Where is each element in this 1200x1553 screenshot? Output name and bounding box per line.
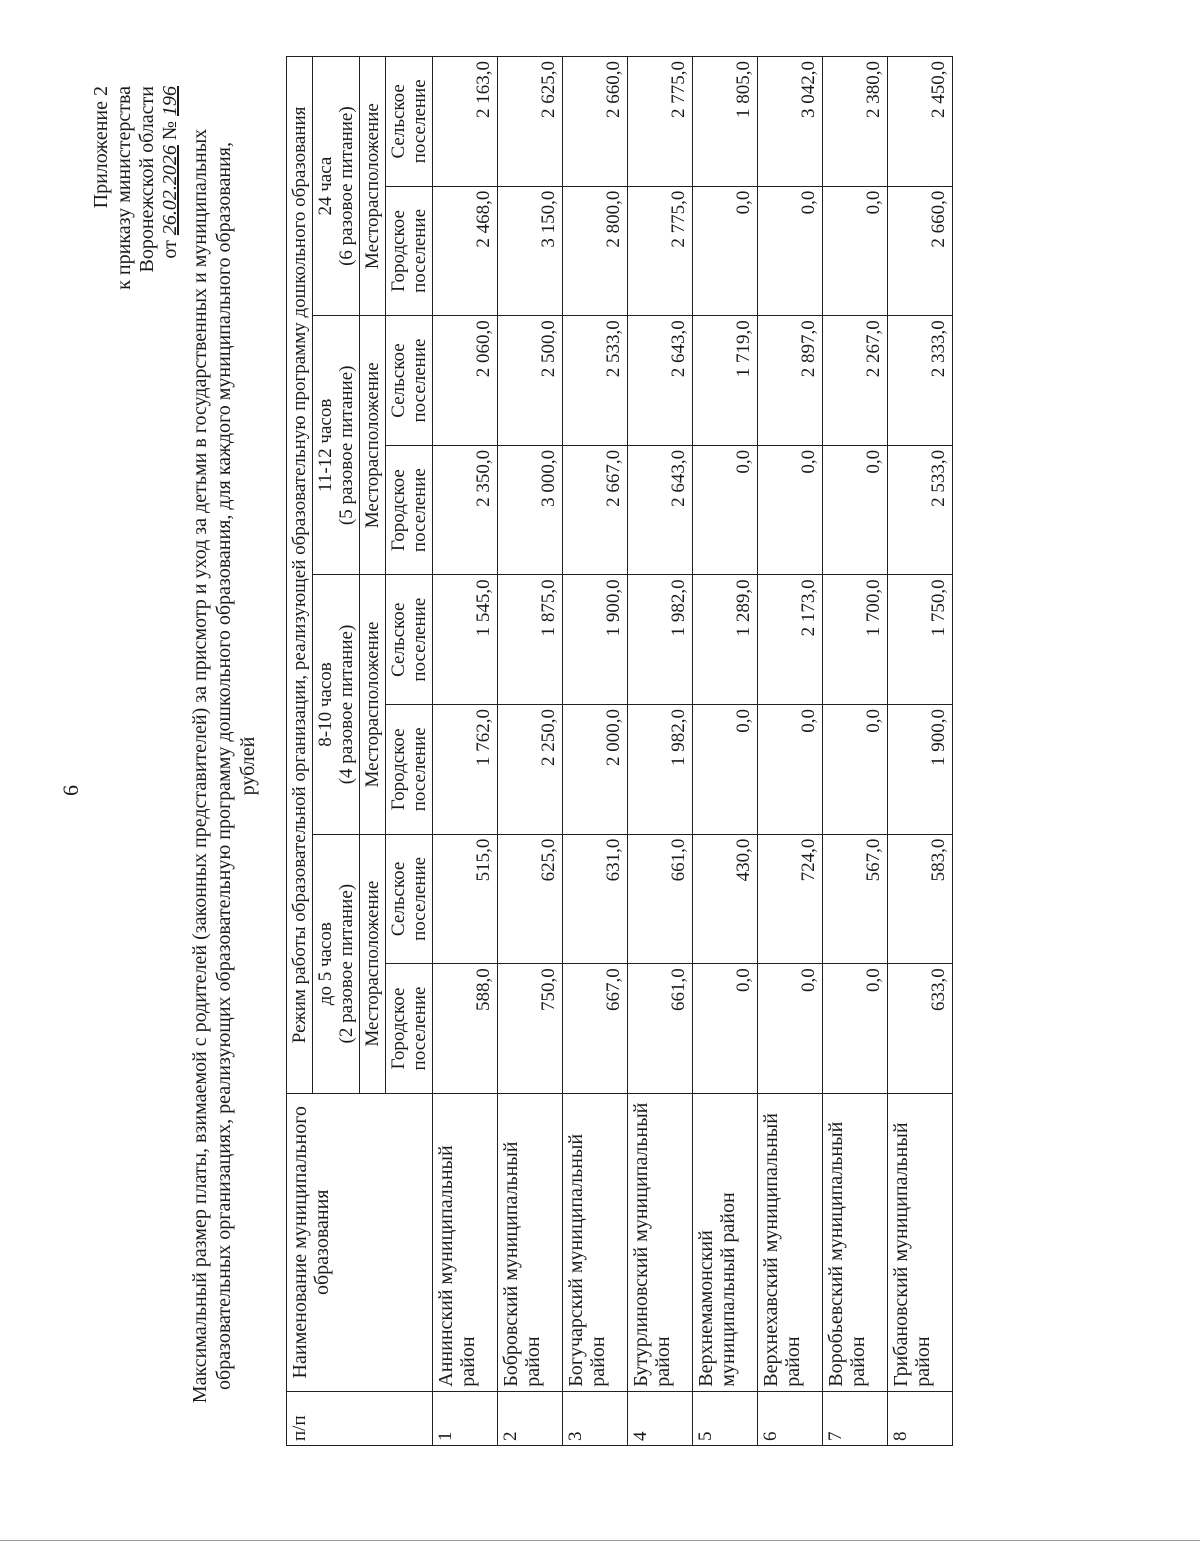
document-title: Максимальный размер платы, взимаемой с родителей (законных представителей) за присмотр и уход за детьми в государственных и муниципальных образовательных организациях, реализующих образовательную программу дошкольного образования, для каждого муниципального образования, рублей	[189, 128, 259, 1404]
table-row	[758, 57, 823, 1446]
fee-cell: 2 667,0	[563, 445, 628, 575]
fee-cell: 750,0	[498, 964, 563, 1094]
fee-cell: 2 060,0	[433, 316, 498, 446]
fee-cell: 2 163,0	[433, 57, 498, 187]
fee-cell: 667,0	[563, 964, 628, 1094]
appendix-date-line	[159, 86, 182, 506]
fee-cell: 2 897,0	[758, 316, 823, 446]
fee-cell: 0,0	[758, 186, 823, 316]
appendix-block	[90, 86, 182, 506]
municipality-name: Верхнехавский муниципальный район	[758, 1093, 823, 1391]
fee-cell: 2 250,0	[498, 705, 563, 835]
fee-cell: 1 719,0	[693, 316, 758, 446]
fee-cell: 583,0	[888, 834, 953, 964]
fee-cell: 1 750,0	[888, 575, 953, 705]
row-number: 3	[563, 1391, 628, 1445]
header-mode: Режим работы образовательной организации, реализующей образовательную программу дошкольного образования	[287, 57, 313, 1094]
fee-cell: 2 533,0	[563, 316, 628, 446]
fee-cell: 2 468,0	[433, 186, 498, 316]
header-location: Месторасположение	[360, 575, 386, 834]
order-date: 26.02.2026	[159, 145, 181, 236]
header-mode-2: 8-10 часов (4 разовое питание)	[313, 575, 360, 834]
fee-cell: 3 150,0	[498, 186, 563, 316]
table-row	[498, 57, 563, 1446]
header-location: Месторасположение	[360, 316, 386, 575]
fee-cell: 724,0	[758, 834, 823, 964]
fee-cell: 1 805,0	[693, 57, 758, 187]
header-location: Месторасположение	[360, 834, 386, 1093]
appendix-line2: к приказу министерства	[113, 86, 135, 290]
fee-cell: 0,0	[823, 705, 888, 835]
header-rural: Сельское поселение	[386, 834, 433, 964]
fee-cell: 2 775,0	[628, 57, 693, 187]
fee-cell: 2 380,0	[823, 57, 888, 187]
fee-cell: 1 982,0	[628, 575, 693, 705]
header-mode-4: 24 часа (6 разовое питание)	[313, 57, 360, 316]
fee-cell: 1 545,0	[433, 575, 498, 705]
row-number: 5	[693, 1391, 758, 1445]
fee-cell: 0,0	[693, 705, 758, 835]
fee-cell: 2 625,0	[498, 57, 563, 187]
rotated-page	[50, 26, 1150, 1526]
header-mode-1: до 5 часов (2 разовое питание)	[313, 834, 360, 1093]
fee-cell: 0,0	[693, 445, 758, 575]
fee-cell: 567,0	[823, 834, 888, 964]
fee-cell: 2 643,0	[628, 445, 693, 575]
header-num: п/п	[287, 1391, 433, 1445]
table-row	[563, 57, 628, 1446]
fee-cell: 0,0	[693, 964, 758, 1094]
fee-cell: 2 350,0	[433, 445, 498, 575]
fee-cell: 0,0	[758, 705, 823, 835]
fee-cell: 661,0	[628, 834, 693, 964]
fee-cell: 2 267,0	[823, 316, 888, 446]
municipality-name: Бутурлиновский муниципальный район	[628, 1093, 693, 1391]
fee-cell: 2 800,0	[563, 186, 628, 316]
municipality-name: Верхнемамонский муниципальный район	[693, 1093, 758, 1391]
row-number: 7	[823, 1391, 888, 1445]
header-mode-3: 11-12 часов (5 разовое питание)	[313, 316, 360, 575]
fee-cell: 0,0	[823, 186, 888, 316]
table-row	[433, 57, 498, 1446]
fee-cell: 0,0	[823, 445, 888, 575]
fee-cell: 2 775,0	[628, 186, 693, 316]
appendix-line1: Приложение 2	[90, 86, 112, 209]
order-number: 196	[159, 86, 181, 116]
row-number: 2	[498, 1391, 563, 1445]
fee-cell: 1 700,0	[823, 575, 888, 705]
fee-cell: 588,0	[433, 964, 498, 1094]
header-urban: Городское поселение	[386, 705, 433, 835]
fee-cell: 2 660,0	[888, 186, 953, 316]
table-row	[888, 57, 953, 1446]
header-urban: Городское поселение	[386, 445, 433, 575]
page-number: 6	[58, 785, 83, 796]
fee-cell: 625,0	[498, 834, 563, 964]
fee-cell: 3 000,0	[498, 445, 563, 575]
header-urban: Городское поселение	[386, 964, 433, 1094]
fee-cell: 0,0	[758, 964, 823, 1094]
fee-cell: 0,0	[823, 964, 888, 1094]
fee-cell: 661,0	[628, 964, 693, 1094]
fee-cell: 2 000,0	[563, 705, 628, 835]
row-number: 8	[888, 1391, 953, 1445]
number-prefix: №	[159, 121, 181, 141]
fee-cell: 0,0	[693, 186, 758, 316]
fee-cell: 1 900,0	[563, 575, 628, 705]
row-number: 1	[433, 1391, 498, 1445]
scan-edge-line	[0, 1540, 1200, 1541]
table-row	[823, 57, 888, 1446]
fee-cell: 2 533,0	[888, 445, 953, 575]
fee-cell: 1 900,0	[888, 705, 953, 835]
fee-table	[286, 56, 953, 1446]
table-row	[693, 57, 758, 1446]
fee-cell: 633,0	[888, 964, 953, 1094]
fee-cell: 2 173,0	[758, 575, 823, 705]
fee-cell: 0,0	[758, 445, 823, 575]
municipality-name: Воробьевский муниципальный район	[823, 1093, 888, 1391]
fee-cell: 430,0	[693, 834, 758, 964]
header-rural: Сельское поселение	[386, 575, 433, 705]
municipality-name: Богучарский муниципальный район	[563, 1093, 628, 1391]
row-number: 4	[628, 1391, 693, 1445]
date-prefix: от	[159, 240, 181, 259]
header-rural: Сельское поселение	[386, 57, 433, 187]
table-row	[628, 57, 693, 1446]
fee-cell: 631,0	[563, 834, 628, 964]
fee-cell: 1 762,0	[433, 705, 498, 835]
table-body	[433, 57, 953, 1446]
header-location: Месторасположение	[360, 57, 386, 316]
fee-cell: 2 643,0	[628, 316, 693, 446]
fee-cell: 2 333,0	[888, 316, 953, 446]
fee-cell: 1 875,0	[498, 575, 563, 705]
fee-cell: 3 042,0	[758, 57, 823, 187]
row-number: 6	[758, 1391, 823, 1445]
fee-cell: 2 450,0	[888, 57, 953, 187]
header-urban: Городское поселение	[386, 186, 433, 316]
fee-cell: 2 500,0	[498, 316, 563, 446]
municipality-name: Бобровский муниципальный район	[498, 1093, 563, 1391]
fee-cell: 1 982,0	[628, 705, 693, 835]
municipality-name: Грибановский муниципальный район	[888, 1093, 953, 1391]
appendix-line3: Воронежской области	[136, 86, 158, 273]
municipality-name: Аннинский муниципальный район	[433, 1093, 498, 1391]
header-name: Наименование муниципального образования	[287, 1093, 433, 1391]
header-rural: Сельское поселение	[386, 316, 433, 446]
fee-cell: 1 289,0	[693, 575, 758, 705]
fee-cell: 515,0	[433, 834, 498, 964]
fee-cell: 2 660,0	[563, 57, 628, 187]
